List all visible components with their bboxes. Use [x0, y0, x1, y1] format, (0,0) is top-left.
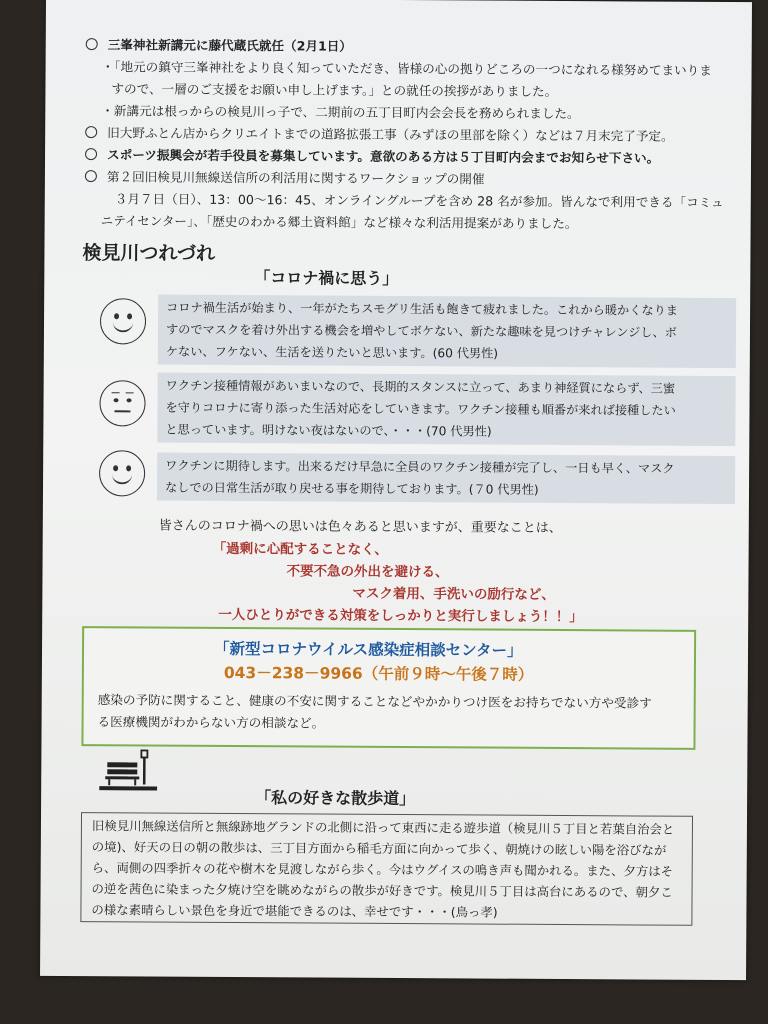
smiling-face-icon: [99, 450, 145, 496]
park-bench-icon: [99, 748, 157, 792]
comment-text: なしでの日常生活が取り戻せる事を期待しております。(７0 代男性): [164, 480, 539, 497]
walk-essay-box: [80, 812, 693, 926]
walk-text: の境)、好天の日の朝の散歩は、三丁目方面から稲毛方面に向かって歩く、朝焼けの眩しい陽を浴びなが: [91, 839, 667, 858]
consultation-title: 「新型コロナウイルス感染症相談センター」: [213, 639, 523, 660]
news-text: ３月７日（日）、13：00～16：45、オンライングループを含め 28 名が参加。皆んなで利用できる「コミュ: [114, 191, 724, 210]
bullet-circle-icon: [85, 148, 97, 160]
news-text: 旧大野ふとん店からクリエイトまでの道路拡張工事（みずほの里部を除く）などは７月末完了予定。: [107, 125, 674, 144]
message-line: 一人ひとりができる対策をしっかりと実行しましょう！！」: [218, 606, 583, 626]
bullet-circle-icon: [86, 38, 98, 50]
consultation-text: 感染の予防に関すること、健康の不安に関することなどやかかりつけ医をお持ちでない方や受診す: [97, 692, 652, 711]
message-line: 不要不急の外出を避ける、: [286, 563, 449, 581]
comment-text: ワクチン接種情報があいまいなので、長期的スタンスに立って、あまり神経質にならず、三蜜: [165, 378, 676, 396]
message-intro: 皆さんのコロナ禍への思いは色々あると思いますが、重要なことは、: [158, 518, 562, 537]
neutral-face-icon: [99, 380, 145, 426]
news-text: ニテイセンター」、「歴史のわかる郷土資料館」など様々な利活用提案がありました。: [100, 213, 578, 232]
news-text: ・新講元は根っからの検見川っ子で、二期前の五丁目町内会会長を務められました。: [101, 103, 580, 122]
smiling-face-icon: [100, 298, 146, 344]
consultation-box: [81, 626, 696, 750]
walk-text: ら、両側の四季折々の花や樹木を見渡しながら歩く。今はウグイスの鳴き声も聞かれる。また、夕方はそ: [91, 860, 674, 879]
news-text: 第２回旧検見川無線送信所の利活用に関するワークショップの開催: [106, 169, 485, 187]
walk-title: 「私の好きな散歩道」: [255, 788, 416, 809]
walk-text: 旧検見川無線送信所と無線跡地グランドの北側に沿って東西に走る遊歩道（検見川５丁目と若葉自治会と: [91, 818, 675, 837]
comment-bubble: [157, 373, 735, 447]
message-line: マスク着用、手洗いの励行など、: [352, 585, 555, 603]
walk-text: の逆を茜色に染まった夕焼け空を眺めながらの散歩が好きです。検見川５丁目は高台にあるので、朝夕こ: [91, 881, 673, 900]
news-item-4: [85, 166, 485, 190]
walk-text: の様な素晴らしい景色を身近で堪能できるのは、幸せです・・・(鳥っ孝): [91, 902, 498, 920]
consultation-phone: 043－238－9966（午前９時～午後７時）: [223, 663, 534, 684]
comment-text: と思っています。明けない夜はないので、・・・(70 代男性): [165, 422, 492, 439]
comment-text: すのでマスクを着け外出する機会を増やしてボケない、新たな趣味を見つけチャレンジし、ボ: [165, 322, 677, 340]
bullet-circle-icon: [85, 126, 97, 138]
news-item-1: [86, 34, 352, 58]
comment-bubble: [158, 295, 736, 369]
bullet-circle-icon: [85, 170, 97, 182]
comment-bubble: [157, 453, 735, 505]
news-text: スポーツ振興会が若手役員を募集しています。意欲のある方は５丁目町内会までお知らせ下さい。: [107, 147, 660, 166]
newsletter-page: [40, 0, 752, 980]
message-line: 「過剰に心配することなく、: [212, 540, 388, 558]
section-title: 検見川つれづれ: [82, 242, 216, 265]
news-item-title: 三峯神社新講元に藤代蔵氏就任（2月1日）: [107, 37, 352, 54]
news-text: すので、一層のご支援をお願い申し上げます。」との就任の挨拶がありました。: [111, 81, 558, 99]
comment-text: コロナ禍生活が始まり、一年がたちスモグリ生活も飽きて疲れました。これから暖かくなりま: [166, 300, 679, 318]
section-subtitle: 「コロナ禍に思う」: [254, 268, 399, 289]
comment-text: ワクチンに期待します。出来るだけ早急に全員のワクチン接種が完了し、一日も早く、マスク: [165, 458, 675, 476]
news-text: ・「地元の鎮守三峯神社をより良く知っていただき、皆様の心の拠りどころの一つになれる様努めてまいりま: [101, 59, 712, 78]
consultation-text: る医療機関がわからない方の相談など。: [97, 714, 325, 731]
comment-text: を守りコロナに寄り添った生活対応をしていきます。ワクチン接種も順番が来れば接種したい: [165, 400, 676, 418]
comment-text: ケない、フケない、生活を送りたいと思います。(60 代男性): [165, 344, 499, 361]
